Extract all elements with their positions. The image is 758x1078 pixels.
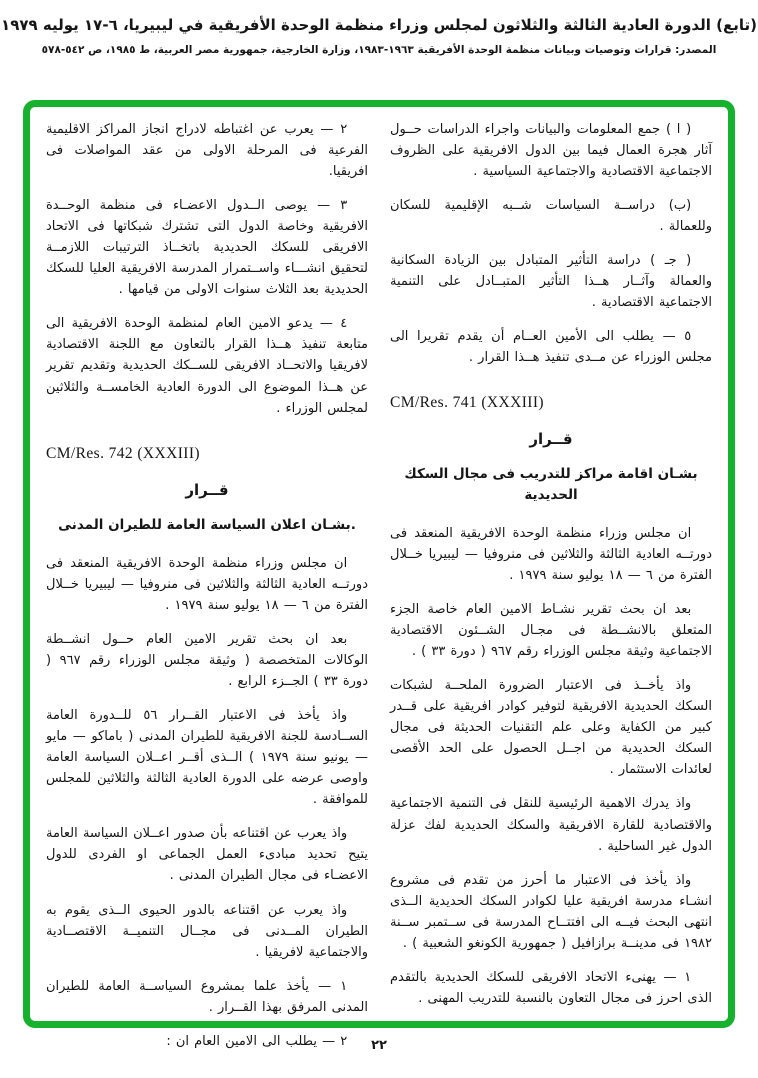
preamble-necessity: واذ يأخــذ فى الاعتبار الضرورة الملحــة لشبكات السكك الحديدية الافريقية لتوفير كوادر افريقية على قــدر كبير من الكفاية وعلى علم التقنيات الحديثة فى مجال السكك الحديدية من اجــل الحصول على الحد الأقصى لعائدات الاستثمار . (390, 678, 712, 778)
resolution-heading: قــرار (185, 480, 229, 499)
preamble-vital-role: واذ يعرب عن اقتناعه بالدور الحيوى الــذى يقوم به الطيران المــدنى فى مجــال التنميــة الاقتصــادية والاجتماعية لافريقيا . (46, 902, 368, 960)
page-number: ٢٢ (371, 1038, 387, 1053)
resolution-subject-741: بشـان اقامة مراكز للتدريب فى مجال السكك الحديدية (404, 466, 698, 503)
preamble-transport: واذ يدرك الاهمية الرئيسية للنقل فى التنمية الاجتماعية والاقتصادية للقارة الافريقية والسكك الحديدية لفك عزلة الدول غير الساحلية . (390, 796, 712, 854)
left-column (46, 119, 368, 1049)
paragraph-5: ٥ — يطلب الى الأمين العــام أن يقدم تقريرا الى مجلس الوزراء عن مــدى تنفيذ هــذا القرار . (390, 329, 712, 366)
preamble-report: بعد ان بحث تقرير نشـاط الامين العام خاصة الجزء المتعلق بالانشــطة فى مجـال الشــئون الاقتصادية الاجتماعية وثيقة مجلس الوزراء رقم ٩٦٧ ( دورة ٣٣ ) . (390, 602, 712, 660)
resolution-code-741: CM/Res. 741 (XXXIII) (390, 394, 544, 412)
resolution-code-742: CM/Res. 742 (XXXIII) (46, 444, 200, 462)
resolution-heading: قــرار (529, 430, 573, 449)
session-title: (تابع) الدورة العادية الثالثة والثلاثون لمجلس وزراء منظمة الوحدة الأفريقية في ليبيريا، ٦-١٧ يوليه ١٩٧٩ (1, 16, 757, 34)
operative-2-request: ٢ — يطلب الى الامين العام ان : (166, 1033, 348, 1049)
operative-4: ٤ — يدعو الامين العام لمنظمة الوحدة الافريقية الى متابعة تنفيذ هــذا القرار بالتعاون مع اللجنة الاقتصادية لافريقيا والاتحــاد الافريقى للســكك الحديدية وتقديم تقرير عن هــذا الموضوع الى الدورة العادية الخامســة والثلاثين لمجلس الوزراء . (46, 316, 368, 416)
preamble-declaration: واذ يعرب عن اقتناعه بأن صدور اعــلان السياسة العامة يتيح تحديد مبادىء العمل الجماعى او الفردى للدول الاعضـاء فى مجال الطيران المدنى . (46, 826, 368, 884)
preamble-school: واذ يأخذ فى الاعتبار ما أحرز من تقدم فى مشروع انشـاء مدرسة افريقية عليا لكوادر السكك الحديدية الــذى انتهى البحث فيــه الى افتتــاح المدرسة فى ســتمبر ســنة ١٩٨٢ فى مدينــة برازافيل ( جمهورية الكونغو الشعبية ) . (390, 872, 712, 951)
resolution-subject-742: .بشـان اعلان السياسة العامة للطيران المدنى (58, 516, 356, 533)
document-header (0, 16, 758, 56)
preamble-council: ان مجلس وزراء منظمة الوحدة الافريقية المنعقد فى دورتــه العادية الثالثة والثلاثين فى منروفيا — ليبيريا خــلال الفترة من ٦ — ١٨ يوليو سنة ١٩٧٩ . (390, 525, 712, 584)
operative-1: ١ — يهنىء الاتحاد الافريقى للسكك الحديدية بالتقدم الذى احرز فى مجال التعاون بالنسبة للتدريب المهنى . (390, 969, 712, 1006)
right-column (390, 119, 712, 1009)
source-citation: المصدر: قرارات وتوصيات وبيانات منظمة الوحدة الأفريقية ١٩٦٣-١٩٨٣، وزارة الخارجية، جمهورية مصر العربية، ط ١٩٨٥، ص ٥٤٢-٥٧٨ (41, 44, 717, 56)
preamble-agencies: بعد ان بحث تقرير الامين العام حــول انشــطة الوكالات المتخصصة ( وثيقة مجلس الوزراء رقم ٩٦٧ ( دورة ٣٣ ) الجــزء الرابع . (46, 632, 368, 690)
paragraph-c: ( جـ ) دراسة التأثير المتبادل بين الزيادة السكانية والعمالة وآثــار هــذا التأثير المتبــادل على التنمية الاجتماعية الاقتصادية . (390, 253, 712, 311)
operative-3: ٣ — يوصى الــدول الاعضـاء فى منظمة الوحــدة الافريقية وخاصة الدول التى تشترك شبكاتها فى الاتحاد الافريقى للسكك الحديدية باتخــاذ الترتيبات اللازمــة لتحقيق انشـــاء واســتمرار المدرسة الافريقية العليا للسكك الحديدية بعد الثلاث سنوات الاولى من قيامها . (46, 198, 368, 298)
operative-2: ٢ — يعرب عن اغتباطه لادراج انجاز المراكز الاقليمية الفرعية فى المرحلة الاولى من عقد المواصلات فى افريقيا. (46, 122, 368, 180)
preamble-resolution-56: واذ يأخذ فى الاعتبار القــرار ٥٦ للــدورة العامة الســادسة للجنة الافريقية للطيران المدنى ( باماكو — مايو — يونيو سنة ١٩٧٩ ) الــذى أقــر اعــلان السياسة العامة واوصى عرضه على الدورة العادية الثالثة والثلاثين للمجلس للموافقة . (46, 708, 368, 808)
paragraph-b: (ب) دراســة السياسات شــبه الإقليمية للسكان وللعمالة . (390, 198, 712, 235)
operative-1: ١ — يأخذ علما بمشروع السياســة العامة للطيران المدنى المرفق بهذا القــرار . (46, 978, 368, 1015)
paragraph-a: ( ا ) جمع المعلومات والبيانات واجراء الدراسات حــول آثار هجرة العمال فيما بين الدول الافريقية على الظروف الاجتماعية الاقتصادية والاجتماعية السياسية . (390, 122, 712, 180)
preamble-council: ان مجلس وزراء منظمة الوحدة الافريقية المنعقد فى دورتــه العادية الثالثة والثلاثين فى منروفيا — ليبيريا خــلال الفترة من ٦ — ١٨ يوليو سنة ١٩٧٩ . (46, 555, 368, 613)
